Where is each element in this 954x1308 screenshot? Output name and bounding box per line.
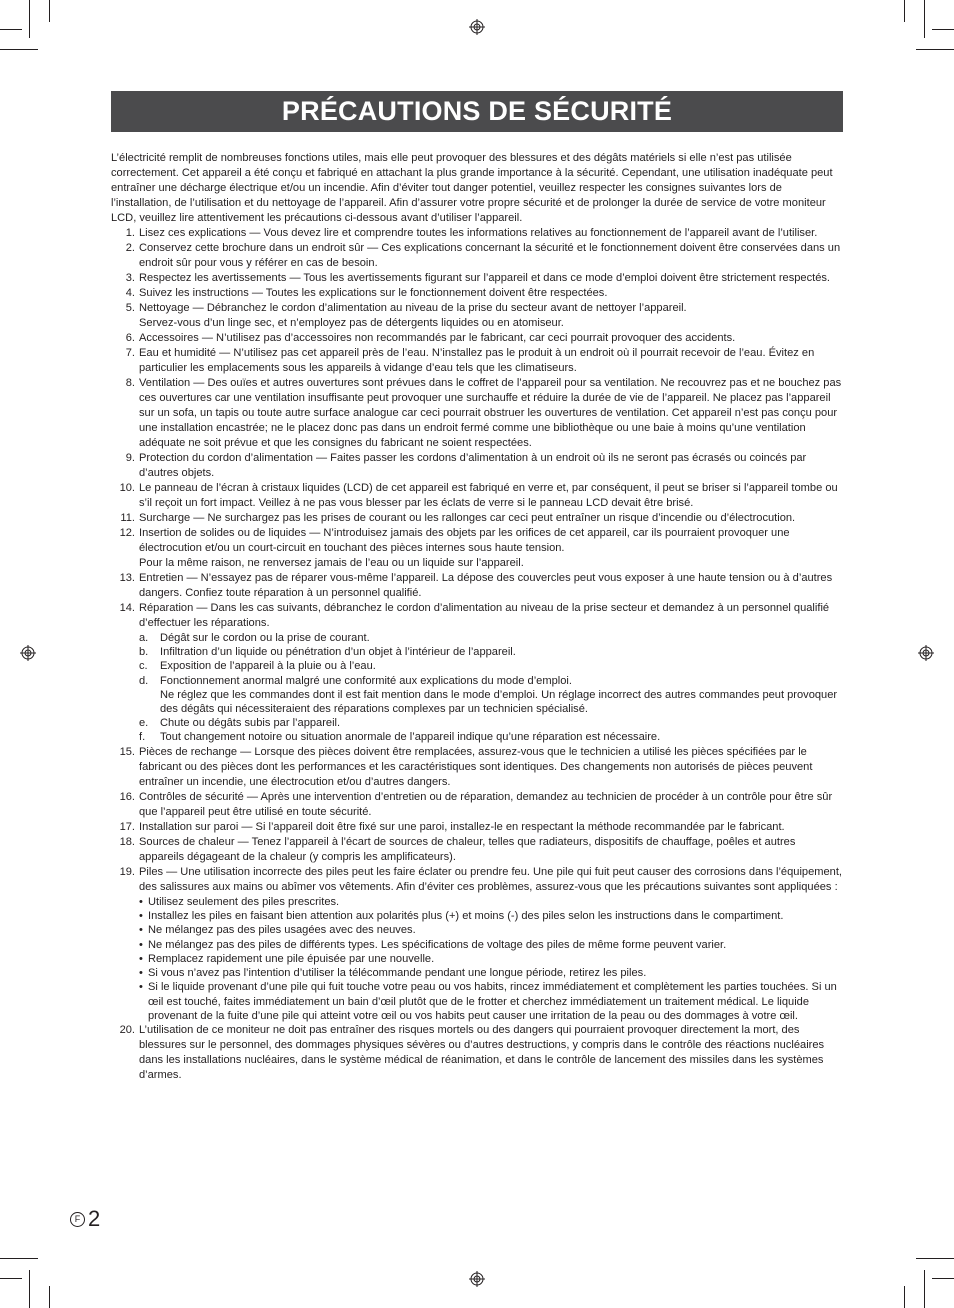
crop-mark xyxy=(0,49,38,50)
list-item xyxy=(111,571,843,601)
bullet-text: Ne mélangez pas des piles usagées avec des neuves. xyxy=(148,924,416,937)
bullet-item xyxy=(139,966,843,980)
item-text: Accessoires — N’utilisez pas d’accessoires non recommandés par le fabricant, car ceci pourrait provoquer des accidents. xyxy=(139,332,736,344)
item-text: Réparation — Dans les cas suivants, débranchez le cordon d’alimentation au niveau de la prise secteur et demandez à un personnel qualifié d’effectuer les réparations. xyxy=(139,602,830,629)
document-body xyxy=(111,151,843,1083)
registration-mark-icon xyxy=(469,19,485,35)
sub-item xyxy=(139,716,843,730)
item-text: Le panneau de l’écran à cristaux liquides (LCD) de cet appareil est fabriqué en verre et, par conséquent, il peut se briser si l’appareil tombe ou s’il reçoit un fort impact. Veillez à ne pas vous blesser par les éclats de verre si le panneau LCD devait être brisé. xyxy=(139,482,838,509)
sub-item-letter: a. xyxy=(139,632,149,644)
sub-item-text: Fonctionnement anormal malgré une conformité aux explications du mode d’emploi. xyxy=(160,674,572,687)
sub-item xyxy=(139,645,843,659)
sub-item-text: Exposition de l’appareil à la pluie ou à l’eau. xyxy=(160,660,376,673)
item-text: Pièces de rechange — Lorsque des pièces doivent être remplacées, assurez-vous que le technicien a utilisé les pièces spécifiées par le fabricant ou des pièces dont les performances et les caractéristiques sont identiques. Des changements non autorisés de pièces peuvent entraîner un incendie, une électrocution et/ou d’autres dangers. xyxy=(139,745,813,788)
crop-mark xyxy=(29,0,30,38)
item-number: 6. xyxy=(125,332,135,344)
list-item xyxy=(111,346,843,376)
sub-item-letter: b. xyxy=(139,646,149,659)
item-number: 3. xyxy=(125,272,135,284)
crop-mark xyxy=(0,1278,22,1279)
sub-item-text: Dégât sur le cordon ou la prise de courant. xyxy=(160,632,370,644)
crop-mark xyxy=(49,0,50,22)
sub-item-letter: c. xyxy=(139,660,148,673)
item-number: 5. xyxy=(125,302,135,314)
sub-item xyxy=(139,674,843,717)
crop-mark xyxy=(924,1270,925,1308)
item-text: Sources de chaleur — Tenez l’appareil à l’écart de sources de chaleur, telles que radiateurs, dispositifs de chauffage, poêles et autres appareils dégageant de la chaleur (y compris les amplificateurs). xyxy=(139,835,796,863)
list-item xyxy=(111,376,843,451)
crop-mark xyxy=(932,1278,954,1279)
bullet-icon: • xyxy=(139,981,143,994)
item-text: Surcharge — Ne surchargez pas les prises de courant ou les rallonges car ceci peut entraîner un risque d’incendie ou d’électrocution. xyxy=(139,512,796,524)
bullet-text: Si vous n’avez pas l’intention d’utiliser la télécommande pendant une longue période, retirez les piles. xyxy=(148,967,647,980)
intro-paragraph: L’électricité remplit de nombreuses fonctions utiles, mais elle peut provoquer des blessures et des dégâts matériels si elle n’est pas utilisée correctement. Cet appareil a été conçu et fabriqué en attachant la plus grande importance à la sécurité. Cependant, une utilisation inadéquate peut entraîner une décharge électrique et/ou un incendie. Afin d’éviter tout danger potentiel, veuillez respecter les consignes suivantes lors de l’installation, de l’utilisation et du nettoyage de l’appareil. Afin d’assurer votre propre sécurité et de prolonger la durée de service de votre moniteur LCD, veuillez lire attentivement les précautions ci-dessous avant d’utiliser l’appareil. xyxy=(111,152,833,224)
crop-mark xyxy=(0,29,22,30)
crop-mark xyxy=(924,0,925,38)
item-text: L’utilisation de ce moniteur ne doit pas entraîner des risques mortels ou des dangers qui pourraient provoquer directement la mort, des blessures sur le personnel, des dommages physiques sévères ou d’autres destructions, y compris dans le contrôle des réactions nucléaires dans les installations nucléaires, dans le système médical de réanimation, et dans le contrôle de lancement des missiles dans les systèmes d’armes. xyxy=(139,1024,825,1082)
crop-mark xyxy=(916,49,954,50)
item-text: Installation sur paroi — Si l’appareil doit être fixé sur une paroi, installez-le en respectant la méthode recommandée par le fabricant. xyxy=(139,820,785,833)
item-number: 1. xyxy=(125,227,135,239)
item-number: 19. xyxy=(119,865,135,878)
item-text: Piles — Une utilisation incorrecte des piles peut les faire éclater ou prendre feu. Une pile qui fuit peut causer des corrosions dans l’équipement, des salissures aux mains ou abîmer vos vêtements. Afin d’éviter ces problèmes, assurez-vous que les précautions suivantes sont appliquées : xyxy=(139,865,842,893)
item-number: 11. xyxy=(120,512,135,524)
item-number: 7. xyxy=(125,347,135,359)
bullet-item xyxy=(139,980,843,1023)
list-item xyxy=(111,241,843,271)
sub-item-text: Infiltration d’un liquide ou pénétration d’un objet à l’intérieur de l’appareil. xyxy=(160,646,516,659)
item-number: 17. xyxy=(119,820,135,833)
item-number: 18. xyxy=(119,835,135,848)
list-item xyxy=(111,1023,843,1083)
sub-item-letter: d. xyxy=(139,674,149,687)
bullet-text: Si le liquide provenant d’une pile qui fuit touche votre peau ou vos habits, rincez immédiatement et complètement les parties touchées. Si un œil est touché, faites immédiatement un bain d’œil plutôt que de le frotter et cherchez immédiatement un traitement médical. Le liquide provenant de la fuite d’une pile qui atteint votre œil ou vos habits peut causer une irritation de la peau ou des dommages à votre œil. xyxy=(148,981,837,1022)
registration-mark-icon xyxy=(918,645,934,661)
item-text: Conservez cette brochure dans un endroit sûr — Ces explications concernant la sécurité et le fonctionnement doivent être conservées dans un endroit sûr pour vous y référer en cas de besoin. xyxy=(139,242,841,269)
item-text: Lisez ces explications — Vous devez lire et comprendre toutes les informations relatives au fonctionnement de l’appareil avant de l’utiliser. xyxy=(139,227,818,239)
sub-item-text: Tout changement notoire ou situation anormale de l’appareil indique qu’une réparation est nécessaire. xyxy=(160,731,661,744)
registration-mark-icon xyxy=(20,645,36,661)
list-item xyxy=(111,226,843,241)
crop-mark xyxy=(932,29,954,30)
list-item xyxy=(111,451,843,481)
item-text: Contrôles de sécurité — Après une intervention d’entretien ou de réparation, demandez au technicien de procéder à un contrôle pour être sûr que l’appareil peut être utilisé en toute sécurité. xyxy=(139,790,833,818)
crop-mark xyxy=(0,1258,38,1259)
bullet-icon: • xyxy=(139,909,143,922)
item-text-continued: Pour la même raison, ne renversez jamais de l’eau ou un liquide sur l’appareil. xyxy=(139,557,524,569)
safety-list xyxy=(111,226,843,1083)
item-number: 13. xyxy=(119,572,135,584)
crop-mark xyxy=(49,1286,50,1308)
bullet-icon: • xyxy=(139,952,143,965)
battery-precautions-list xyxy=(139,895,843,1024)
sub-item xyxy=(139,730,843,744)
item-number: 9. xyxy=(125,452,135,464)
bullet-icon: • xyxy=(139,967,143,980)
list-item xyxy=(111,481,843,511)
list-item xyxy=(111,331,843,346)
crop-mark xyxy=(904,0,905,22)
bullet-text: Remplacez rapidement une pile épuisée par une nouvelle. xyxy=(148,952,435,965)
page-number-value: 2 xyxy=(88,1206,101,1231)
bullet-icon: • xyxy=(139,938,143,951)
item-text: Suivez les instructions — Toutes les explications sur le fonctionnement doivent être respectées. xyxy=(139,287,608,299)
item-number: 10. xyxy=(119,482,135,494)
sub-item-letter: e. xyxy=(139,717,149,730)
list-item xyxy=(111,511,843,526)
item-number: 8. xyxy=(125,377,135,389)
bullet-item xyxy=(139,938,843,952)
item-number: 12. xyxy=(119,527,135,539)
item-number: 14. xyxy=(119,602,135,614)
item-number: 15. xyxy=(119,745,135,758)
item-text: Eau et humidité — N’utilisez pas cet appareil près de l’eau. N’installez pas le produit à un endroit où il pourrait recevoir de l’eau. Évitez en particulier les emplacements sous les appareils à vidange d’eau tels que les climatiseurs. xyxy=(139,347,815,374)
crop-mark xyxy=(29,1270,30,1308)
bullet-item xyxy=(139,952,843,966)
bullet-item xyxy=(139,923,843,937)
list-item xyxy=(111,271,843,286)
item-text-continued: Servez-vous d’un linge sec, et n’employez pas de détergents liquides ou en atomiseur. xyxy=(139,317,564,329)
list-item xyxy=(111,601,843,745)
item-number: 20. xyxy=(119,1024,135,1037)
item-number: 16. xyxy=(119,790,135,803)
sub-item xyxy=(139,631,843,645)
page-title: PRÉCAUTIONS DE SÉCURITÉ xyxy=(111,91,843,132)
item-text: Ventilation — Des ouïes et autres ouvertures sont prévues dans le coffret de l’appareil pour sa ventilation. Ne recouvrez pas et ne bouchez pas ces ouvertures car une ventilation insuffisante peut provoquer une surchauffe et réduire la durée de vie de l’appareil. Ne placez pas l’appareil sur un sofa, un tapis ou toute autre surface analogue car ceci pourrait obstruer les ouvertures de ventilation. Cet appareil n’est pas conçu pour une installation encastrée; ne le placez donc pas dans un endroit fermé comme une bibliothèque ou une baie à moins qu’une ventilation adéquate ne soit prévue et que les consignes du fabricant ne soient respectées. xyxy=(139,377,842,449)
list-item xyxy=(111,526,843,571)
sub-item xyxy=(139,659,843,673)
list-item xyxy=(111,790,843,820)
bullet-item xyxy=(139,895,843,909)
sub-item-letter: f. xyxy=(139,731,146,744)
sub-item-note: Ne réglez que les commandes dont il est fait mention dans le mode d’emploi. Un réglage incorrect des autres commandes peut provoquer des dégâts qui nécessiteraient des réparations complexes par un technicien spécialisé. xyxy=(160,688,838,716)
bullet-text: Utilisez seulement des piles prescrites. xyxy=(148,895,340,908)
bullet-icon: • xyxy=(139,895,143,908)
item-text: Insertion de solides ou de liquides — N’introduisez jamais des objets par les orifices de cet appareil, car ils pourraient provoquer une électrocution et/ou un court-circuit en touchant des pièces internes sous haute tension. xyxy=(139,527,790,554)
list-item xyxy=(111,301,843,331)
list-item xyxy=(111,820,843,835)
crop-mark xyxy=(916,1258,954,1259)
page-number xyxy=(70,1206,100,1232)
bullet-text: Ne mélangez pas des piles de différents types. Les spécifications de voltage des piles de même forme peuvent varier. xyxy=(148,938,727,951)
item-text: Respectez les avertissements — Tous les avertissements figurant sur l’appareil et dans ce mode d’emploi doivent être strictement respectés. xyxy=(139,272,831,284)
item-text: Protection du cordon d’alimentation — Faites passer les cordons d’alimentation à un endroit où ils ne seront pas écrasés ou coincés par d’autres objets. xyxy=(139,452,807,479)
item-text: Entretien — N’essayez pas de réparer vous-même l’appareil. La dépose des couvercles peut vous exposer à une haute tension ou à d’autres dangers. Confiez toute réparation à un personnel qualifié. xyxy=(139,572,833,599)
language-mark-icon: F xyxy=(70,1212,85,1227)
list-item xyxy=(111,745,843,790)
registration-mark-icon xyxy=(469,1271,485,1287)
bullet-icon: • xyxy=(139,924,143,937)
item-text: Nettoyage — Débranchez le cordon d’alimentation au niveau de la prise du secteur avant de nettoyer l’appareil. xyxy=(139,302,687,314)
sub-item-text: Chute ou dégâts subis par l’appareil. xyxy=(160,717,341,730)
bullet-item xyxy=(139,909,843,923)
list-item xyxy=(111,865,843,1024)
list-item xyxy=(111,286,843,301)
item-number: 4. xyxy=(125,287,135,299)
bullet-text: Installez les piles en faisant bien attention aux polarités plus (+) et moins (-) des piles selon les instructions dans le compartiment. xyxy=(148,909,784,922)
list-item xyxy=(111,835,843,865)
item-number: 2. xyxy=(125,242,135,254)
crop-mark xyxy=(904,1286,905,1308)
repair-case-list xyxy=(139,631,843,745)
